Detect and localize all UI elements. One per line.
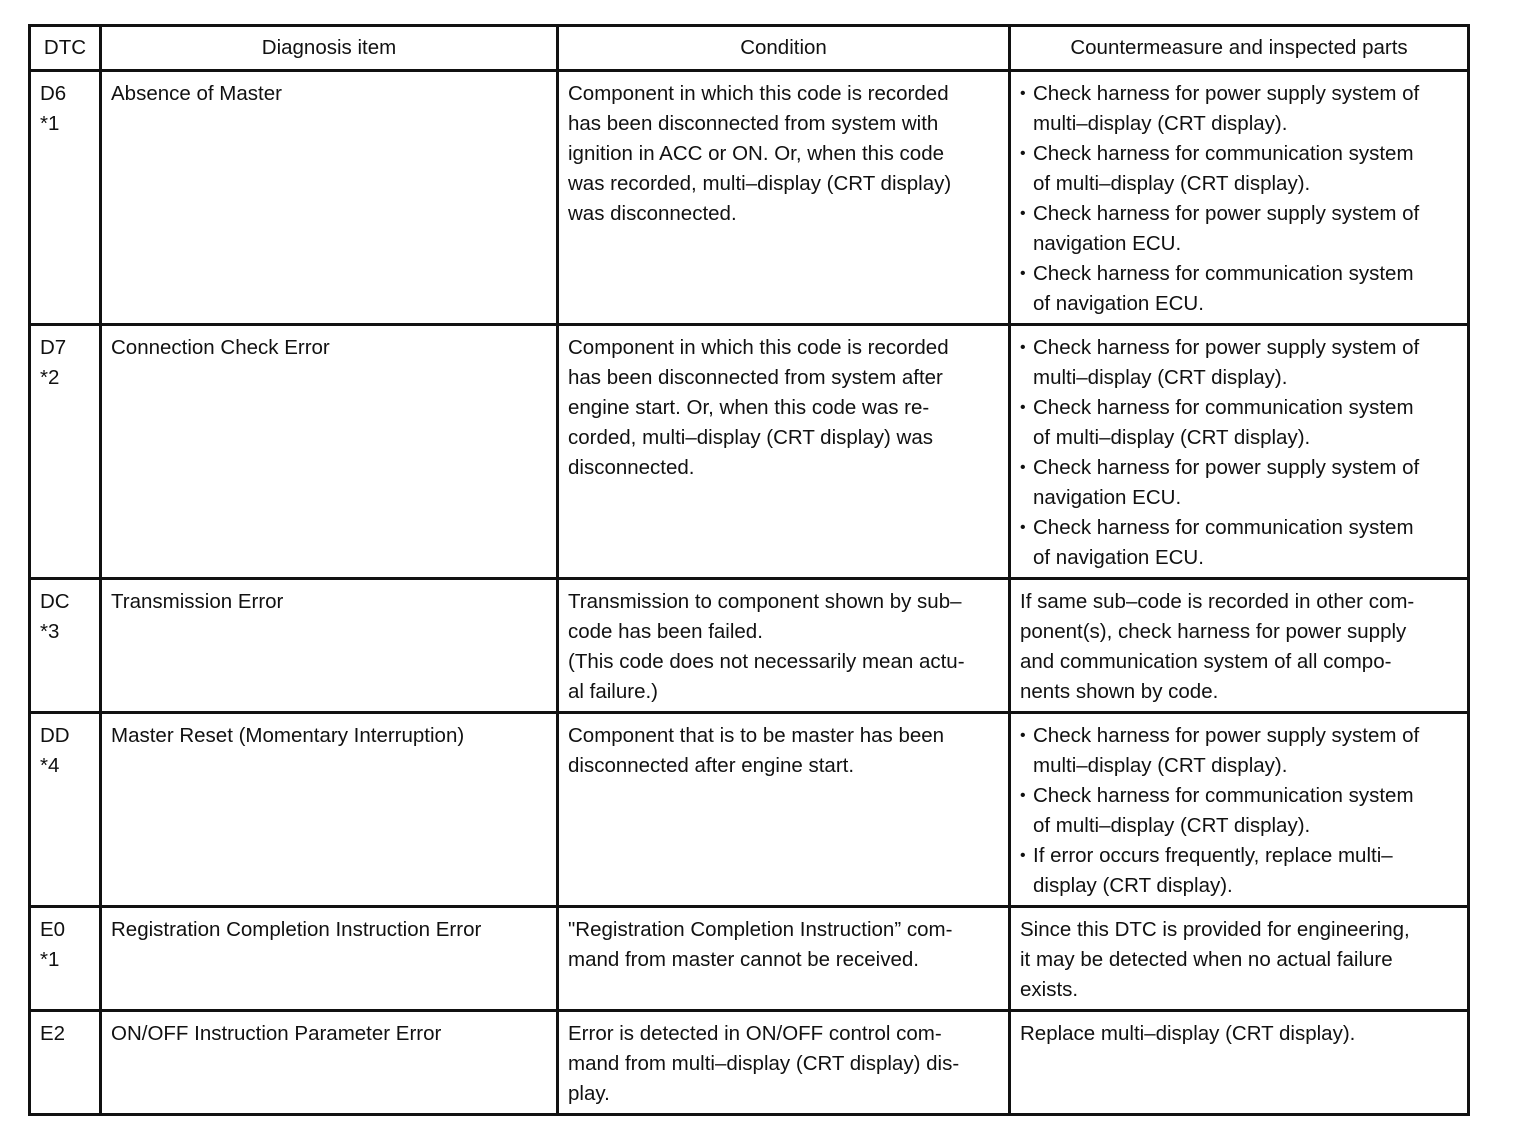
countermeasure-cell (1010, 713, 1469, 907)
condition-line: was recorded, multi–display (CRT display) (568, 172, 952, 195)
condition-line: mand from multi–display (CRT display) dis- (568, 1052, 960, 1075)
table-row (30, 325, 1469, 579)
condition-line: was disconnected. (568, 202, 737, 225)
condition-line: ignition in ACC or ON. Or, when this code (568, 142, 945, 165)
countermeasure-item (1020, 781, 1459, 841)
countermeasure-line: • Check harness for power supply system of (1020, 199, 1459, 229)
countermeasure-line: exists. (1020, 978, 1079, 1001)
countermeasure-line: Since this DTC is provided for engineering, (1020, 918, 1410, 941)
dtc-footnote-ref: *2 (40, 366, 60, 389)
table-row (30, 1011, 1469, 1115)
countermeasure-line: navigation ECU. (1033, 232, 1182, 255)
dtc-code: E0 (40, 918, 66, 941)
header-diagnosis-item: Diagnosis item (101, 26, 558, 71)
countermeasure-line: • Check harness for power supply system of (1020, 79, 1459, 109)
countermeasure-list (1020, 333, 1459, 573)
dtc-cell (30, 1011, 101, 1115)
countermeasure-line: multi–display (CRT display). (1033, 366, 1288, 389)
countermeasure-line: • Check harness for power supply system of (1020, 333, 1459, 363)
condition-line: mand from master cannot be received. (568, 948, 919, 971)
dtc-code: D7 (40, 336, 67, 359)
dtc-code: D6 (40, 82, 67, 105)
countermeasure-line: of multi–display (CRT display). (1033, 426, 1311, 449)
dtc-code: E2 (40, 1022, 66, 1045)
countermeasure-line: • Check harness for communication system (1020, 513, 1459, 543)
condition-line: (This code does not necessarily mean actu- (568, 650, 965, 673)
condition-line: corded, multi–display (CRT display) was (568, 426, 933, 449)
table-row (30, 71, 1469, 325)
dtc-cell (30, 325, 101, 579)
countermeasure-line: nents shown by code. (1020, 680, 1219, 703)
condition-line: "Registration Completion Instruction” com- (568, 918, 953, 941)
countermeasure-item (1020, 139, 1459, 199)
dtc-table (28, 24, 1470, 1116)
table-row (30, 907, 1469, 1011)
countermeasure-line: • Check harness for power supply system of (1020, 453, 1459, 483)
dtc-cell (30, 713, 101, 907)
countermeasure-item (1020, 259, 1459, 319)
dtc-cell (30, 579, 101, 713)
countermeasure-line: ponent(s), check harness for power supply (1020, 620, 1407, 643)
condition-line: code has been failed. (568, 620, 763, 643)
countermeasure-cell (1010, 907, 1469, 1011)
table-header-row (30, 26, 1469, 71)
countermeasure-line: • Check harness for communication system (1020, 139, 1459, 169)
countermeasure-item (1020, 333, 1459, 393)
table-row (30, 713, 1469, 907)
dtc-code: DC (40, 590, 70, 613)
countermeasure-item (1020, 393, 1459, 453)
condition-cell (558, 1011, 1010, 1115)
countermeasure-line: and communication system of all compo- (1020, 650, 1392, 673)
dtc-footnote-ref: *4 (40, 754, 60, 777)
condition-line: Component that is to be master has been (568, 724, 945, 747)
countermeasure-line: display (CRT display). (1033, 874, 1233, 897)
condition-line: has been disconnected from system with (568, 112, 939, 135)
countermeasure-cell (1010, 579, 1469, 713)
countermeasure-line: • Check harness for communication system (1020, 393, 1459, 423)
countermeasure-line: of navigation ECU. (1033, 546, 1204, 569)
countermeasure-cell (1010, 71, 1469, 325)
condition-line: Component in which this code is recorded (568, 336, 949, 359)
countermeasure-item (1020, 513, 1459, 573)
condition-line: al failure.) (568, 680, 659, 703)
diagnosis-item-cell: Absence of Master (101, 71, 558, 325)
condition-line: engine start. Or, when this code was re- (568, 396, 930, 419)
header-countermeasure: Countermeasure and inspected parts (1010, 26, 1469, 71)
countermeasure-line: • Check harness for communication system (1020, 781, 1459, 811)
condition-line: Transmission to component shown by sub– (568, 590, 962, 613)
dtc-footnote-ref: *1 (40, 112, 60, 135)
table-body (30, 71, 1469, 1115)
diagnosis-item-cell: Registration Completion Instruction Error (101, 907, 558, 1011)
condition-line: has been disconnected from system after (568, 366, 943, 389)
condition-cell (558, 325, 1010, 579)
header-condition: Condition (558, 26, 1010, 71)
countermeasure-item (1020, 199, 1459, 259)
condition-cell (558, 713, 1010, 907)
countermeasure-line: Replace multi–display (CRT display). (1020, 1022, 1356, 1045)
countermeasure-item (1020, 721, 1459, 781)
countermeasure-line: multi–display (CRT display). (1033, 754, 1288, 777)
countermeasure-line: If same sub–code is recorded in other com- (1020, 590, 1415, 613)
countermeasure-item (1020, 453, 1459, 513)
countermeasure-line: of navigation ECU. (1033, 292, 1204, 315)
countermeasure-cell (1010, 325, 1469, 579)
countermeasure-line: of multi–display (CRT display). (1033, 172, 1311, 195)
table-row (30, 579, 1469, 713)
diagnosis-item-cell: Connection Check Error (101, 325, 558, 579)
countermeasure-cell (1010, 1011, 1469, 1115)
countermeasure-item (1020, 79, 1459, 139)
countermeasure-line: • Check harness for power supply system of (1020, 721, 1459, 751)
countermeasure-line: it may be detected when no actual failure (1020, 948, 1393, 971)
condition-cell (558, 579, 1010, 713)
countermeasure-line: • If error occurs frequently, replace multi– (1020, 841, 1459, 871)
condition-line: disconnected after engine start. (568, 754, 855, 777)
countermeasure-line: multi–display (CRT display). (1033, 112, 1288, 135)
dtc-cell (30, 907, 101, 1011)
countermeasure-line: navigation ECU. (1033, 486, 1182, 509)
countermeasure-line: • Check harness for communication system (1020, 259, 1459, 289)
countermeasure-list (1020, 79, 1459, 319)
dtc-cell (30, 71, 101, 325)
condition-cell (558, 907, 1010, 1011)
condition-line: play. (568, 1082, 610, 1105)
condition-line: disconnected. (568, 456, 695, 479)
condition-line: Component in which this code is recorded (568, 82, 949, 105)
dtc-footnote-ref: *1 (40, 948, 60, 971)
condition-cell (558, 71, 1010, 325)
countermeasure-list (1020, 721, 1459, 901)
header-dtc: DTC (30, 26, 101, 71)
diagnosis-item-cell: ON/OFF Instruction Parameter Error (101, 1011, 558, 1115)
condition-line: Error is detected in ON/OFF control com- (568, 1022, 942, 1045)
dtc-code: DD (40, 724, 70, 747)
countermeasure-item (1020, 841, 1459, 901)
dtc-footnote-ref: *3 (40, 620, 60, 643)
countermeasure-line: of multi–display (CRT display). (1033, 814, 1311, 837)
diagnosis-item-cell: Transmission Error (101, 579, 558, 713)
diagnosis-item-cell: Master Reset (Momentary Interruption) (101, 713, 558, 907)
